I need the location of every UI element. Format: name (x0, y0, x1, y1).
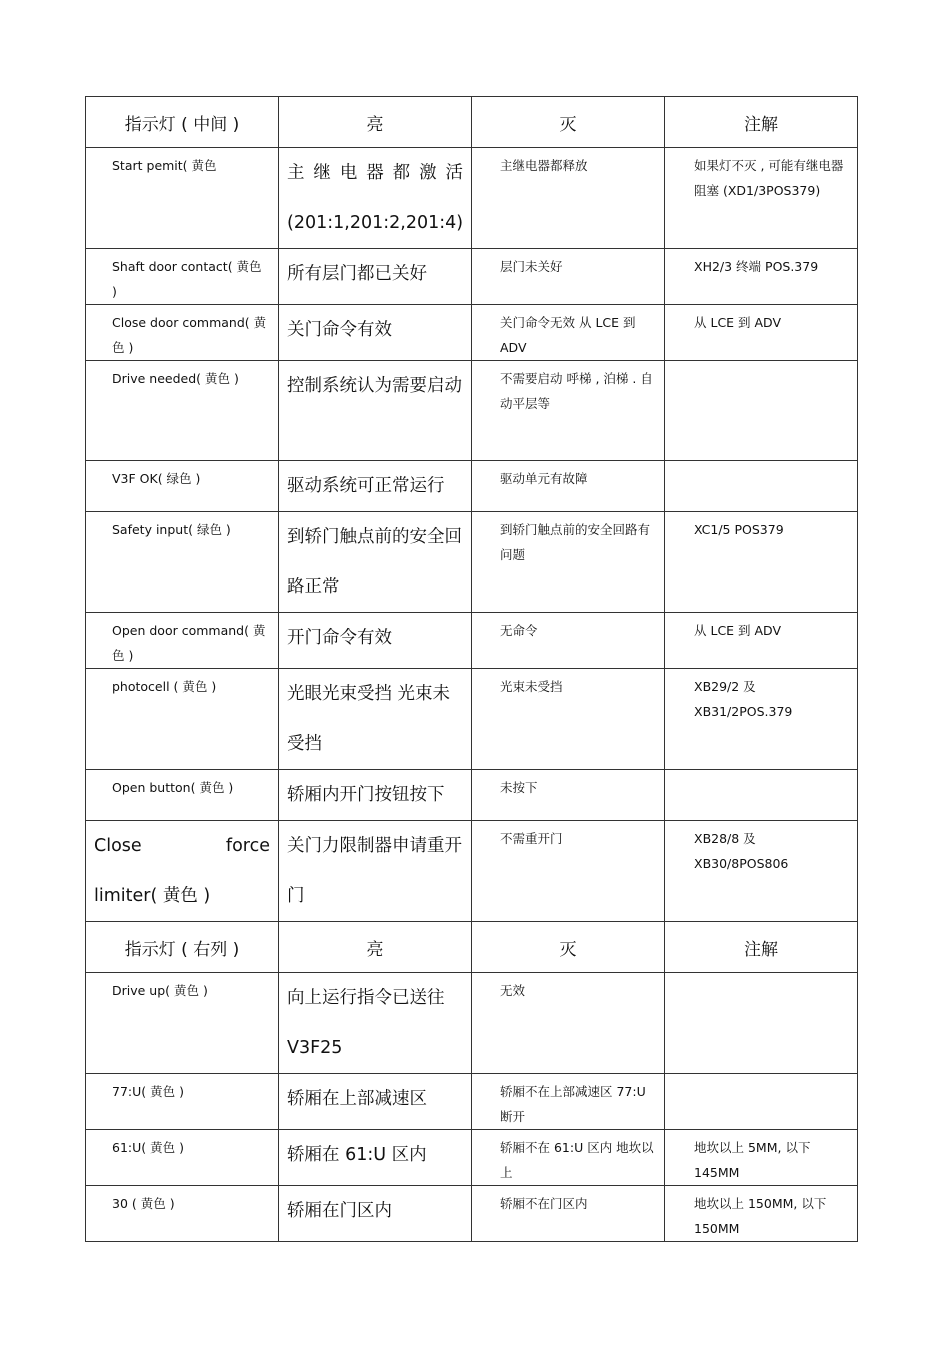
off-condition: 不需重开门 (500, 831, 563, 846)
table-row (86, 669, 858, 770)
header-cell-note (665, 97, 858, 148)
table-row (86, 305, 858, 361)
off-condition: 层门未关好 (500, 259, 563, 274)
off-condition: 到轿门触点前的安全回路有问题 (500, 522, 651, 562)
note: XH2/3 终端 POS.379 (694, 259, 819, 274)
off-condition: 光束未受挡 (500, 679, 563, 694)
indicator-name: 61:U( 黄色 ) (112, 1140, 184, 1155)
header-on-text: 亮 (366, 114, 384, 135)
table-row (86, 613, 858, 669)
off-condition: 不需要启动 呼梯 , 泊梯 . 自动平层等 (500, 371, 653, 411)
off-condition: 主继电器都释放 (500, 158, 588, 173)
indicator-name: V3F OK( 绿色 ) (112, 471, 201, 486)
header-indicator-text: 指示灯 ( 中间 ) (124, 114, 240, 135)
indicator-name-line1 (94, 821, 270, 871)
header-off-text: 灭 (559, 114, 577, 135)
indicator-name: Drive needed( 黄色 ) (112, 371, 239, 386)
header-row-middle (86, 97, 858, 148)
indicator-name-part3: limiter( 黄色 ) (94, 886, 211, 906)
indicator-name: 30 ( 黄色 ) (112, 1196, 175, 1211)
note (665, 361, 857, 366)
table-row (86, 148, 858, 249)
note: 从 LCE 到 ADV (694, 315, 782, 330)
on-condition: 主 继 电 器 都 激 活 (201:1,201:2,201:4) (287, 163, 464, 233)
indicator-name-part2: force (225, 836, 270, 856)
on-condition: 轿厢在上部减速区 (287, 1089, 427, 1109)
table-row (86, 361, 858, 461)
indicator-name-large (86, 821, 278, 921)
on-condition: 驱动系统可正常运行 (287, 476, 445, 496)
indicator-name: Drive up( 黄色 ) (112, 983, 208, 998)
note (665, 973, 857, 978)
on-condition: 到轿门触点前的安全回路正常 (287, 527, 462, 597)
table-row (86, 1074, 858, 1130)
indicator-name: 77:U( 黄色 ) (112, 1084, 184, 1099)
header-note-text: 注解 (744, 939, 778, 960)
indicator-name: Close door command( 黄色 ) (112, 315, 267, 355)
header-off-text: 灭 (559, 939, 577, 960)
note: 地坎以上 150MM, 以下 150MM (694, 1196, 827, 1236)
header-row-right (86, 922, 858, 973)
on-condition: 关门力限制器申请重开门 (287, 836, 462, 906)
note: 从 LCE 到 ADV (694, 623, 782, 638)
on-condition: 轿厢在 61:U 区内 (287, 1145, 427, 1165)
indicator-name: Shaft door contact( 黄色 ) (112, 259, 262, 299)
table-row (86, 461, 858, 512)
header-cell-indicator (86, 922, 279, 973)
header-cell-on (279, 922, 472, 973)
table-row (86, 821, 858, 922)
on-condition: 向上运行指令已送往 V3F25 (287, 988, 445, 1058)
on-condition: 控制系统认为需要启动 (287, 376, 462, 396)
indicator-name: Open door command( 黄色 ) (112, 623, 266, 663)
on-condition: 轿厢在门区内 (287, 1201, 392, 1221)
indicator-name: photocell ( 黄色 ) (112, 679, 217, 694)
note: XC1/5 POS379 (694, 522, 784, 537)
note: XB28/8 及 XB30/8POS806 (694, 831, 789, 871)
off-condition: 轿厢不在上部减速区 77:U 断开 (500, 1084, 646, 1124)
header-cell-indicator (86, 97, 279, 148)
off-condition: 未按下 (500, 780, 538, 795)
off-condition: 无命令 (500, 623, 538, 638)
indicator-name: Safety input( 绿色 ) (112, 522, 231, 537)
on-condition: 光眼光束受挡 光束未受挡 (287, 684, 451, 754)
on-condition: 关门命令有效 (287, 320, 392, 340)
note (665, 1074, 857, 1079)
table-row (86, 1186, 858, 1242)
table-row (86, 512, 858, 613)
note: 如果灯不灭 , 可能有继电器阻塞 (XD1/3POS379) (694, 158, 844, 198)
note: 地坎以上 5MM, 以下 145MM (694, 1140, 811, 1180)
header-note-text: 注解 (744, 114, 778, 135)
off-condition: 轿厢不在门区内 (500, 1196, 588, 1211)
off-condition: 无效 (500, 983, 526, 998)
table-row (86, 770, 858, 821)
table-row (86, 249, 858, 305)
header-indicator-text: 指示灯 ( 右列 ) (124, 939, 240, 960)
indicator-name: Start pemit( 黄色 (112, 158, 217, 173)
indicator-table (85, 96, 858, 1242)
header-cell-note (665, 922, 858, 973)
header-cell-off (472, 922, 665, 973)
header-cell-on (279, 97, 472, 148)
indicator-name-part1: Close (94, 836, 142, 856)
header-on-text: 亮 (366, 939, 384, 960)
off-condition: 轿厢不在 61:U 区内 地坎以上 (500, 1140, 654, 1180)
table-row (86, 973, 858, 1074)
table-row (86, 1130, 858, 1186)
off-condition: 关门命令无效 从 LCE 到 ADV (500, 315, 636, 355)
note (665, 770, 857, 775)
on-condition: 所有层门都已关好 (287, 264, 427, 284)
note (665, 461, 857, 466)
on-condition: 开门命令有效 (287, 628, 392, 648)
indicator-name: Open button( 黄色 ) (112, 780, 234, 795)
off-condition: 驱动单元有故障 (500, 471, 588, 486)
header-cell-off (472, 97, 665, 148)
on-condition: 轿厢内开门按钮按下 (287, 785, 445, 805)
note: XB29/2 及 XB31/2POS.379 (694, 679, 793, 719)
